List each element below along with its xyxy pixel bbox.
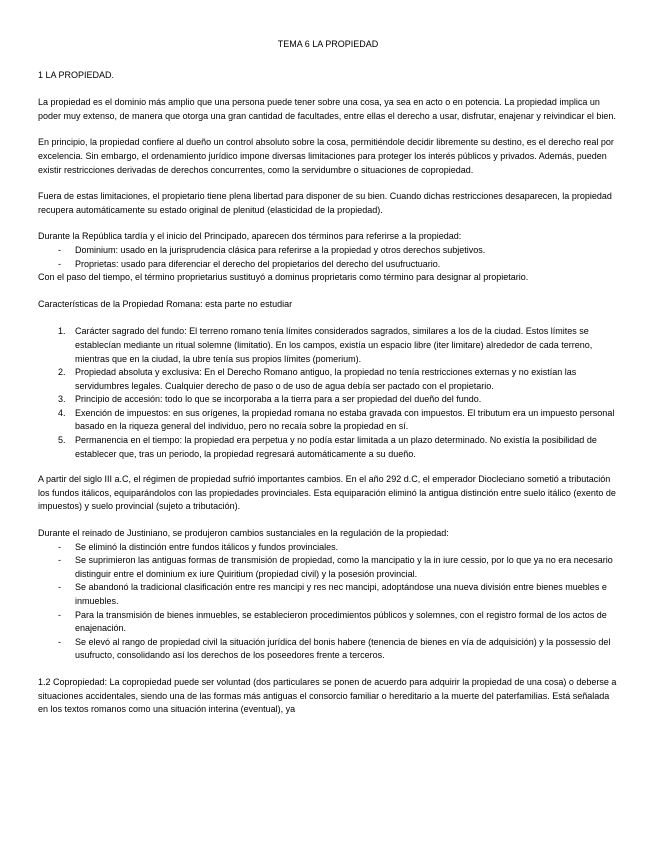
justiniano-section [38,527,618,663]
list-item [38,366,618,393]
section-heading-propiedad: 1 LA PROPIEDAD. [38,69,115,80]
list-item [38,434,618,461]
list-item [38,325,618,366]
list-item [38,407,618,434]
republica-outro: Con el paso del tiempo, el término proprietarius sustituyó a dominus proprietaris como término para designar al propietario. [38,272,529,283]
list-item: - Se elevó al rango de propiedad civil la situación jurídica del bonis habere (tenencia de bienes en vía de adquisición) y la possessio del usufructo, consolidando así los derechos de los poseedores frente a terceros. [38,636,618,663]
list-text: Permanencia en el tiempo: la propiedad era perpetua y no podía estar limitada a un plazo determinado. No existía la posibilidad de establecer que, tras un periodo, la propiedad regresará automáticamente a su dueño. [75,435,597,459]
list-item: - Se eliminó la distinción entre fundos itálicos y fundos provinciales. [38,541,618,555]
paragraph-copropiedad: 1.2 Copropiedad: La copropiedad puede ser voluntad (dos particulares se ponen de acuerdo para adquirir la propiedad de una cosa) o deberse a situaciones accidentales, siendo una de las formas más antiguas el consorcio familiar o hereditario a la muerte del paterfamilias. Está señalada en los textos romanos como una situación interina (eventual), ya [38,676,617,715]
list-number: 1. [58,326,66,337]
list-number: 5. [58,435,66,446]
paragraph: En principio, la propiedad confiere al dueño un control absoluto sobre la cosa, permitiéndole decidir libremente su destino, es el derecho real por excelencia. Sin embargo, el ordenamiento jurídico impone diversas limitaciones para proteger los interés públicos y privados. Además, pueden existir restricciones derivadas de derechos concurrentes, como la servidumbre o situaciones de copropiedad. [38,137,614,175]
list-number: 2. [58,367,66,378]
list-text: Propiedad absoluta y exclusiva: En el Derecho Romano antiguo, la propiedad no tenía restricciones externas y no existían las servidumbres legales. Cualquier derecho de paso o de uso de agua debía ser pactado con el propietario. [75,367,577,391]
page-title: TEMA 6 LA PROPIEDAD [277,39,379,49]
paragraph: Fuera de estas limitaciones, el propietario tiene plena libertad para disponer de su bien. Cuando dichas restricciones desaparecen, la propiedad recupera automáticamente su estado original de plenitud (elasticidad de la propiedad). [38,191,612,215]
list-number: 4. [58,407,66,418]
paragraph: La propiedad es el dominio más amplio que una persona puede tener sobre una cosa, ya sea en acto o en potencia. La propiedad implica un poder muy extenso, de manera que otorga una gran cantidad de facultades, entre ellas el derecho a usar, disfrutar, enajenar y reivindicar el bien. [38,97,616,121]
republica-section [38,230,618,284]
list-item: - Para la transmisión de bienes inmuebles, se establecieron procedimientos públicos y solemnes, con el registro formal de los actos de enajenación. [38,609,618,636]
list-item: - Se abandonó la tradicional clasificación entre res mancipi y res nec mancipi, adoptándose una nueva división entre bienes muebles e inmuebles. [38,581,618,608]
justiniano-list [38,541,618,663]
justiniano-intro: Durante el reinado de Justiniano, se produjeron cambios sustanciales en la regulación de la propiedad: [38,528,449,539]
list-item: - Dominium: usado en la jurisprudencia clásica para referirse a la propiedad y otros derechos subjetivos. [38,244,618,258]
list-item: - Se suprimieron las antiguas formas de transmisión de propiedad, como la mancipatio y la in iure cessio, por lo que ya no era necesario distinguir entre el dominium ex iure Quiritium (propiedad civil) y la posesión provincial. [38,554,618,581]
list-item: - Proprietas: usado para diferenciar el derecho del propietarios del derecho del usufructuario. [38,258,618,272]
list-item [38,393,618,407]
caracteristicas-list [38,325,618,461]
document-page [38,38,618,717]
republica-intro: Durante la República tardía y el inicio del Principado, aparecen dos términos para referirse a la propiedad: [38,231,462,242]
republica-list [38,244,618,271]
list-text: Carácter sagrado del fundo: El terreno romano tenía límites considerados sagrados, similares a los de la ciudad. Estos límites se establecían mediante un ritual solemne (limitatio). En los campos, existía un espacio libre (iter limitare) alrededor de cada terreno, mientras que en la ciudad, la ubre tenía sus propios límites (pomerium). [75,326,593,364]
list-text: Principio de accesión: todo lo que se incorporaba a la tierra para a ser propiedad del dueño del fundo. [75,394,482,405]
list-number: 3. [58,394,66,405]
paragraph-siglo-iii: A partir del siglo III a.C, el régimen de propiedad sufrió importantes cambios. En el año 292 d.C, el emperador Diocleciano sometió a tributación los fundos itálicos, equiparándolos con las propiedades provinciales. Esta equiparación eliminó la antigua distinción entre suelo itálico (exento de impuestos) y suelo provincial (sujeto a tributación). [38,474,616,512]
caracteristicas-heading: Características de la Propiedad Romana: esta parte no estudiar [38,298,293,309]
list-text: Exención de impuestos: en sus orígenes, la propiedad romana no estaba gravada con impuestos. El tributum era un impuesto personal basado en la riqueza general del individuo, pero no recaía sobre la propiedad en sí. [75,407,615,432]
